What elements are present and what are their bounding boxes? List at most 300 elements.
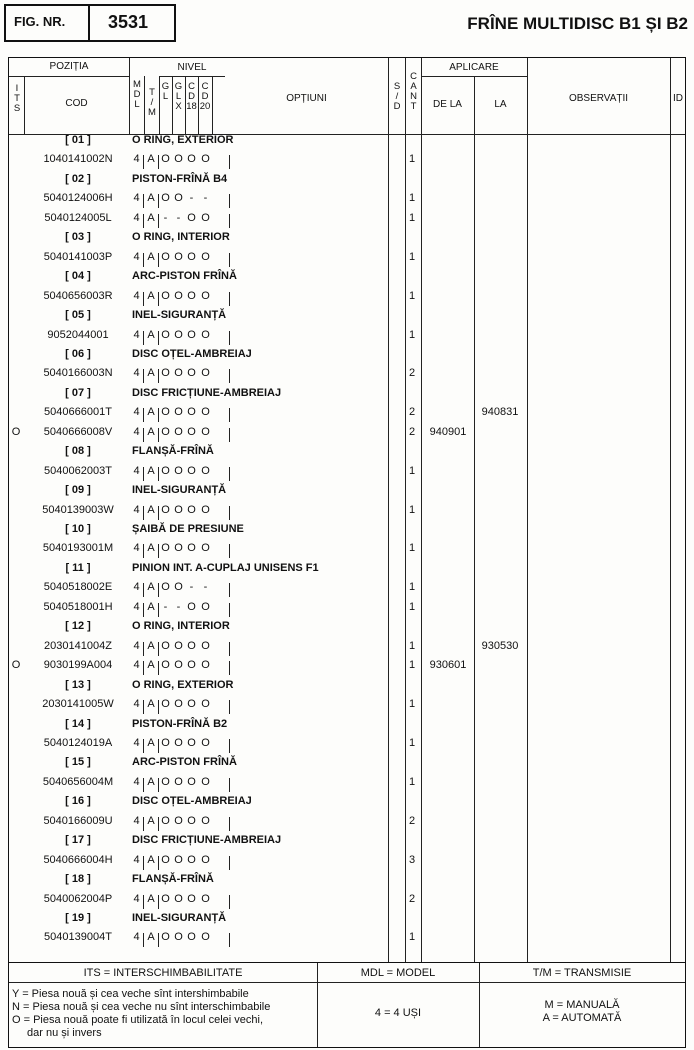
tm-value: A [147, 289, 155, 302]
part-code: 5040166009U [43, 814, 113, 827]
quantity: 1 [408, 600, 416, 613]
level-mark: O [174, 736, 183, 749]
level-mark: O [187, 211, 196, 224]
level-mark: O [174, 814, 183, 827]
col-header-la: LA [494, 99, 507, 110]
level-mark: O [187, 600, 196, 613]
level-mark: O [161, 698, 170, 711]
level-mark: O [161, 775, 170, 788]
level-mark: - [189, 581, 194, 594]
cell-bar [229, 583, 230, 597]
position-number: [ 18 ] [65, 873, 91, 886]
group-header-row [0, 484, 694, 502]
quantity: 1 [408, 698, 416, 711]
group-header-row [0, 173, 694, 191]
tm-value: A [147, 328, 155, 341]
cell-bar [229, 603, 230, 617]
legend [8, 963, 686, 1048]
tm-value: A [147, 775, 155, 788]
its-marker: O [11, 659, 21, 672]
apply-to: 930530 [481, 639, 519, 652]
mdl-value: 4 [133, 892, 140, 905]
position-number: [ 07 ] [65, 386, 91, 399]
level-mark: O [187, 503, 196, 516]
position-number: [ 04 ] [65, 270, 91, 283]
level-mark: O [187, 736, 196, 749]
header-line-aplicare [421, 76, 527, 77]
col-header-pozitia: POZIȚIA [49, 61, 89, 72]
level-mark: O [187, 425, 196, 438]
figure-box-divider [88, 4, 90, 42]
tm-value: A [147, 639, 155, 652]
level-mark: O [174, 639, 183, 652]
part-description: O RING, EXTERIOR [132, 134, 234, 146]
part-code: 5040166003N [43, 367, 113, 380]
table-row [0, 854, 694, 872]
part-description: PISTON-FRÎNĂ B2 [132, 717, 228, 730]
mdl-value: 4 [133, 503, 140, 516]
group-header-row [0, 873, 694, 891]
tm-value: A [147, 892, 155, 905]
level-mark: O [201, 153, 210, 166]
part-description: INEL-SIGURANȚĂ [132, 309, 227, 322]
level-mark: O [201, 931, 210, 944]
legend-tm-m: M = MANUALĂ [544, 999, 620, 1011]
part-description: DISC OȚEL-AMBREIAJ [132, 347, 252, 360]
part-description: O RING, INTERIOR [132, 620, 230, 633]
level-mark: - [163, 211, 168, 224]
mdl-value: 4 [133, 659, 140, 672]
part-description: FLANȘĂ-FRÎNĂ [132, 445, 214, 458]
group-header-row [0, 718, 694, 736]
part-description: ARC-PISTON FRÎNĂ [132, 270, 237, 283]
level-mark: O [201, 542, 210, 555]
level-mark: O [187, 853, 196, 866]
level-mark: O [187, 328, 196, 341]
mdl-value: 4 [133, 736, 140, 749]
level-mark: O [201, 814, 210, 827]
position-number: [ 05 ] [65, 309, 91, 322]
part-code: 2030141005W [42, 698, 114, 711]
mdl-value: 4 [133, 814, 140, 827]
cell-bar [229, 895, 230, 909]
table-row [0, 251, 694, 269]
level-mark: O [201, 503, 210, 516]
level-mark: O [174, 503, 183, 516]
quantity: 1 [408, 639, 416, 652]
cell-bar [229, 253, 230, 267]
header-line-pozitia [9, 76, 129, 77]
position-number: [ 11 ] [65, 561, 91, 574]
mdl-value: 4 [133, 581, 140, 594]
level-mark: O [174, 250, 183, 263]
group-header-row [0, 309, 694, 327]
level-mark: O [161, 503, 170, 516]
table-row [0, 406, 694, 424]
level-mark: O [174, 192, 183, 205]
col-header-mdl: M D L [133, 79, 141, 110]
level-mark: - [176, 600, 181, 613]
level-mark: O [174, 153, 183, 166]
quantity: 1 [408, 775, 416, 788]
mdl-value: 4 [133, 775, 140, 788]
part-code: 9030199A004 [43, 659, 113, 672]
quantity: 1 [408, 211, 416, 224]
position-number: [ 03 ] [65, 231, 91, 244]
tm-value: A [147, 367, 155, 380]
part-code: 5040139003W [42, 503, 114, 516]
group-header-row [0, 387, 694, 405]
level-mark: O [174, 367, 183, 380]
mdl-value: 4 [133, 698, 140, 711]
cell-bar [229, 467, 230, 481]
page-title: FRÎNE MULTIDISC B1 ȘI B2 [467, 14, 688, 33]
part-code: 5040193001M [42, 542, 114, 555]
level-mark: O [187, 367, 196, 380]
position-number: [ 09 ] [65, 484, 91, 497]
quantity: 1 [408, 328, 416, 341]
position-number: [ 10 ] [65, 523, 91, 535]
level-mark: O [161, 250, 170, 263]
level-mark: O [187, 659, 196, 672]
quantity: 2 [408, 892, 416, 905]
mdl-value: 4 [133, 367, 140, 380]
cell-bar [229, 369, 230, 383]
cell-bar [229, 642, 230, 656]
group-header-row [0, 270, 694, 288]
table-row [0, 153, 694, 171]
part-code: 5040139004T [44, 931, 112, 944]
mdl-value: 4 [133, 425, 140, 438]
level-mark: O [174, 328, 183, 341]
cell-bar [229, 331, 230, 345]
table-row [0, 542, 694, 560]
part-description: INEL-SIGURANȚĂ [132, 912, 227, 924]
table-row [0, 659, 694, 677]
col-header-gl: G L [161, 81, 170, 102]
part-code: 9052044001 [47, 328, 109, 341]
cell-bar [229, 739, 230, 753]
group-header-row [0, 231, 694, 249]
level-mark: O [201, 639, 210, 652]
level-mark: O [187, 289, 196, 302]
level-mark: O [161, 892, 170, 905]
table-row [0, 329, 694, 347]
tm-value: A [147, 698, 155, 711]
group-header-row [0, 912, 694, 930]
table-row [0, 893, 694, 911]
col-header-dela: DE LA [433, 99, 462, 110]
tm-value: A [147, 853, 155, 866]
level-mark: - [189, 192, 194, 205]
figure-number: 3531 [108, 12, 149, 32]
cell-bar [229, 194, 230, 208]
part-code: 5040124006H [43, 192, 113, 205]
cell-bar [229, 408, 230, 422]
col-header-cant: C A N T [410, 71, 417, 112]
level-mark: - [203, 192, 208, 205]
col-header-observatii: OBSERVAȚII [568, 93, 629, 104]
level-mark: O [161, 328, 170, 341]
cell-bar [229, 428, 230, 442]
part-code: 5040666001T [44, 406, 112, 419]
table-row [0, 367, 694, 385]
position-number: [ 16 ] [65, 795, 91, 808]
mdl-value: 4 [133, 600, 140, 613]
level-mark: O [161, 931, 170, 944]
table-row [0, 192, 694, 210]
group-header-row [0, 834, 694, 852]
apply-to: 940831 [481, 406, 519, 419]
part-code: 2030141004Z [44, 639, 112, 652]
table-row [0, 931, 694, 949]
position-number: [ 14 ] [65, 717, 91, 730]
part-description: ȘAIBĂ DE PRESIUNE [132, 523, 244, 535]
legend-tm-a: A = AUTOMATĂ [542, 1012, 622, 1024]
level-mark: O [201, 367, 210, 380]
level-mark: O [161, 425, 170, 438]
part-code: 5040124019A [43, 736, 113, 749]
tm-value: A [147, 192, 155, 205]
position-number: [ 19 ] [65, 912, 91, 924]
legend-its-n: N = Piesa nouă și cea veche nu sînt interschimbabile [12, 1001, 271, 1013]
level-mark: O [187, 698, 196, 711]
col-header-tm: T / M [148, 87, 156, 118]
part-description: DISC OȚEL-AMBREIAJ [132, 795, 252, 808]
quantity: 1 [408, 250, 416, 263]
part-description: PINION INT. A-CUPLAJ UNISENS F1 [132, 561, 319, 574]
level-mark: O [201, 464, 210, 477]
mdl-value: 4 [133, 542, 140, 555]
position-number: [ 08 ] [65, 445, 91, 458]
position-number: [ 13 ] [65, 678, 91, 691]
quantity: 1 [408, 503, 416, 516]
group-header-row [0, 523, 694, 541]
part-description: INEL-SIGURANȚĂ [132, 484, 227, 497]
level-mark: O [187, 464, 196, 477]
part-description: DISC FRICȚIUNE-AMBREIAJ [132, 386, 282, 399]
tm-value: A [147, 542, 155, 555]
level-mark: O [161, 814, 170, 827]
part-description: O RING, INTERIOR [132, 231, 230, 244]
part-code: 1040141002N [43, 153, 113, 166]
quantity: 1 [408, 931, 416, 944]
level-mark: O [174, 931, 183, 944]
level-mark: O [174, 853, 183, 866]
figure-label: FIG. NR. [14, 14, 66, 29]
level-mark: O [174, 464, 183, 477]
part-description: O RING, EXTERIOR [132, 678, 234, 691]
legend-its-y: Y = Piesa nouă și cea veche sînt intershimbabile [12, 988, 249, 1000]
level-mark: - [203, 581, 208, 594]
quantity: 1 [408, 736, 416, 749]
mdl-value: 4 [133, 153, 140, 166]
group-header-row [0, 348, 694, 366]
part-description: PISTON-FRÎNĂ B4 [132, 172, 228, 185]
level-mark: O [161, 736, 170, 749]
col-line-cd20 [212, 76, 213, 134]
header-line-nivel [159, 76, 225, 77]
level-mark: O [187, 775, 196, 788]
level-mark: O [161, 153, 170, 166]
group-header-row [0, 795, 694, 813]
quantity: 1 [408, 153, 416, 166]
level-mark: O [161, 367, 170, 380]
level-mark: O [174, 892, 183, 905]
part-code: 5040656004M [42, 775, 114, 788]
col-header-id: ID [673, 93, 683, 104]
level-mark: O [161, 581, 170, 594]
mdl-value: 4 [133, 931, 140, 944]
mdl-value: 4 [133, 406, 140, 419]
tm-value: A [147, 153, 155, 166]
quantity: 1 [408, 581, 416, 594]
level-mark: O [187, 639, 196, 652]
col-header-cod: COD [65, 98, 88, 109]
cell-bar [229, 661, 230, 675]
mdl-value: 4 [133, 639, 140, 652]
level-mark: O [187, 406, 196, 419]
quantity: 1 [408, 542, 416, 555]
level-mark: O [201, 600, 210, 613]
level-mark: O [201, 736, 210, 749]
level-mark: O [161, 464, 170, 477]
cell-bar [229, 778, 230, 792]
table-row [0, 776, 694, 794]
level-mark: O [161, 659, 170, 672]
level-mark: O [174, 406, 183, 419]
level-mark: - [176, 211, 181, 224]
table-row [0, 290, 694, 308]
level-mark: O [201, 289, 210, 302]
level-mark: O [174, 698, 183, 711]
part-code: 5040124005L [44, 211, 112, 224]
group-header-row [0, 445, 694, 463]
level-mark: O [174, 659, 183, 672]
part-code: 5040062004P [43, 892, 113, 905]
table-row [0, 426, 694, 444]
level-mark: O [187, 153, 196, 166]
col-header-cd20: C D 20 [199, 81, 211, 112]
mdl-value: 4 [133, 192, 140, 205]
cell-bar [229, 544, 230, 558]
quantity: 1 [408, 289, 416, 302]
legend-mdl-value: 4 = 4 UȘI [374, 1007, 422, 1019]
table-row [0, 212, 694, 230]
level-mark: O [201, 425, 210, 438]
tm-value: A [147, 250, 155, 263]
legend-its-o1: O = Piesa nouă poate fi utilizată în locul celei vechi, [12, 1014, 264, 1026]
tm-value: A [147, 736, 155, 749]
level-mark: O [161, 406, 170, 419]
col-header-aplicare: APLICARE [449, 62, 499, 73]
level-mark: O [201, 659, 210, 672]
level-mark: O [161, 289, 170, 302]
col-header-cd18: C D 18 [186, 81, 197, 112]
table-row [0, 581, 694, 599]
part-code: 5040656003R [43, 289, 113, 302]
position-number: [ 01 ] [65, 134, 91, 146]
mdl-value: 4 [133, 853, 140, 866]
table-row [0, 737, 694, 755]
part-code: 5040141003P [43, 250, 113, 263]
level-mark: O [174, 775, 183, 788]
quantity: 2 [408, 406, 416, 419]
mdl-value: 4 [133, 328, 140, 341]
legend-tm-title: T/M = TRANSMISIE [532, 967, 632, 979]
position-number: [ 15 ] [65, 756, 91, 769]
tm-value: A [147, 503, 155, 516]
table-row [0, 640, 694, 658]
apply-from: 940901 [429, 425, 467, 438]
col-header-sd: S / D [393, 81, 401, 112]
part-code: 5040062003T [44, 464, 112, 477]
quantity: 2 [408, 367, 416, 380]
cell-bar [229, 214, 230, 228]
table-row [0, 465, 694, 483]
cell-bar [229, 856, 230, 870]
level-mark: - [163, 600, 168, 613]
its-marker: O [11, 425, 21, 438]
legend-its-title: ITS = INTERSCHIMBABILITATE [83, 967, 243, 979]
part-code: 5040666008V [43, 425, 113, 438]
legend-its-o2: dar nu și invers [27, 1027, 102, 1039]
cell-bar [229, 700, 230, 714]
level-mark: O [201, 328, 210, 341]
col-header-its: I T S [13, 83, 21, 114]
position-number: [ 12 ] [65, 620, 91, 633]
level-mark: O [201, 406, 210, 419]
mdl-value: 4 [133, 464, 140, 477]
level-mark: O [187, 250, 196, 263]
level-mark: O [187, 814, 196, 827]
quantity: 3 [408, 853, 416, 866]
quantity: 2 [408, 814, 416, 827]
part-code: 5040518001H [43, 600, 113, 613]
legend-mdl-title: MDL = MODEL [360, 967, 436, 979]
tm-value: A [147, 931, 155, 944]
cell-bar [229, 506, 230, 520]
level-mark: O [187, 542, 196, 555]
position-number: [ 17 ] [65, 834, 91, 847]
apply-from: 930601 [429, 659, 467, 672]
table-row [0, 601, 694, 619]
cell-bar [229, 292, 230, 306]
part-code: 5040518002E [43, 581, 113, 594]
mdl-value: 4 [133, 250, 140, 263]
level-mark: O [187, 892, 196, 905]
table-row [0, 815, 694, 833]
level-mark: O [201, 853, 210, 866]
level-mark: O [201, 892, 210, 905]
level-mark: O [174, 581, 183, 594]
part-description: FLANȘĂ-FRÎNĂ [132, 873, 214, 886]
level-mark: O [174, 425, 183, 438]
col-header-nivel: NIVEL [177, 62, 207, 73]
table-row [0, 698, 694, 716]
quantity: 1 [408, 464, 416, 477]
table-row [0, 504, 694, 522]
quantity: 1 [408, 659, 416, 672]
group-header-row [0, 679, 694, 697]
group-header-row [0, 134, 694, 152]
quantity: 1 [408, 192, 416, 205]
group-header-row [0, 620, 694, 638]
cell-bar [229, 817, 230, 831]
part-description: ARC-PISTON FRÎNĂ [132, 756, 237, 769]
tm-value: A [147, 464, 155, 477]
tm-value: A [147, 814, 155, 827]
